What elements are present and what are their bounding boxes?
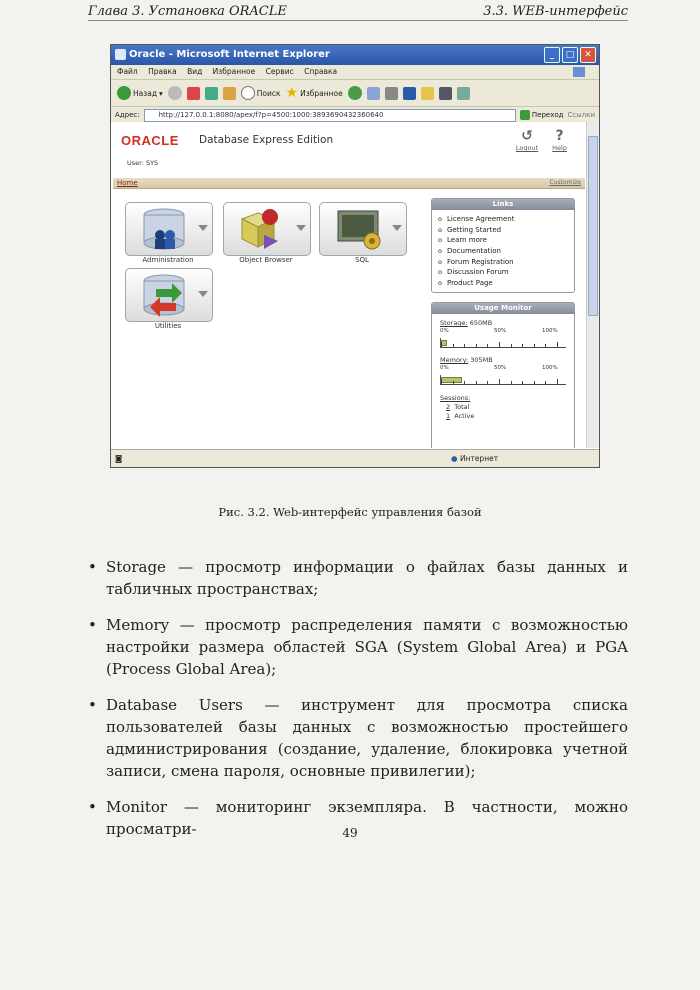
menu-favorites[interactable]: Избранное: [212, 67, 256, 76]
help-button[interactable]: [552, 128, 567, 152]
window-title: Oracle - Microsoft Internet Explorer: [129, 49, 330, 60]
sessions-active-count[interactable]: 1: [446, 412, 451, 420]
administration-tile[interactable]: [125, 202, 213, 256]
chevron-down-icon[interactable]: [198, 291, 208, 297]
link-license-agreement[interactable]: o License Agreement: [438, 214, 574, 225]
link-forum-registration[interactable]: o Forum Registration: [438, 257, 574, 268]
sessions-active-row: [446, 412, 566, 420]
tile-label-administration: Administration: [142, 256, 194, 264]
usage-monitor-title: Usage Monitor: [432, 303, 574, 314]
home-breadcrumb-bar: [113, 178, 585, 189]
media-icon[interactable]: [439, 87, 452, 100]
sessions-total-count[interactable]: 2: [446, 403, 451, 411]
list-item: • Memory — просмотр распределения памяти с возможностью настройки размера областей SGA (System Global Area) и PGA (Process Global Area);: [88, 614, 628, 680]
word-icon[interactable]: [403, 87, 416, 100]
go-label: Переход: [531, 111, 564, 119]
menu-view[interactable]: Вид: [187, 67, 203, 76]
apex-page: [111, 122, 587, 448]
home-link[interactable]: Home: [117, 179, 138, 187]
page-done-icon: ◙: [115, 454, 123, 463]
tile-label-utilities: Utilities: [154, 322, 182, 330]
menu-file[interactable]: Файл: [117, 67, 138, 76]
chevron-down-icon[interactable]: [296, 225, 306, 231]
page-number: 49: [342, 826, 358, 840]
bar-tick: [499, 342, 500, 348]
status-bar: [111, 449, 599, 467]
url-input[interactable]: [144, 109, 516, 122]
memory-usage-bar: [440, 375, 566, 385]
logout-button[interactable]: [516, 128, 538, 152]
menu-edit[interactable]: Правка: [148, 67, 177, 76]
power-icon: ↺: [521, 128, 533, 144]
internet-zone: [451, 450, 498, 467]
scale-0: 0%: [440, 328, 449, 334]
bar-tick: [499, 379, 500, 385]
link-learn-more[interactable]: o Learn more: [438, 235, 574, 246]
address-label: Адрес:: [115, 111, 140, 119]
storage-value: 650MB: [469, 319, 493, 327]
menu-bar: [111, 65, 599, 80]
memory-row: [440, 356, 566, 364]
bar-tick: [476, 344, 477, 348]
customize-link[interactable]: Customize: [549, 179, 581, 186]
links-panel-title: Links: [432, 199, 574, 210]
bar-tick: [534, 344, 535, 348]
search-label: Поиск: [256, 88, 281, 98]
search-button[interactable]: [241, 86, 281, 100]
storage-row: [440, 319, 566, 327]
vertical-scrollbar[interactable]: [586, 122, 599, 448]
globe-icon: ●: [451, 454, 458, 463]
sessions-link[interactable]: Sessions:: [440, 394, 471, 402]
links-toolbar[interactable]: Ссылки: [567, 111, 595, 119]
bar-tick: [453, 381, 454, 385]
sessions-row: [440, 394, 566, 402]
url-text: http://127.0.0.1:8080/apex/f?p=4500:1000:3893690432360640: [158, 110, 384, 119]
favorites-button[interactable]: [286, 85, 343, 101]
memory-usage-fill: [441, 377, 462, 383]
go-button[interactable]: [520, 107, 564, 123]
chapter-title: Глава 3. Установка ORACLE: [88, 4, 287, 19]
toolbar: [111, 80, 599, 107]
stop-icon[interactable]: [187, 87, 200, 100]
object-browser-tile[interactable]: [223, 202, 311, 256]
sql-tile[interactable]: [319, 202, 407, 256]
search-icon: [241, 86, 255, 100]
bar-tick: [545, 344, 546, 348]
bar-tick: [464, 344, 465, 348]
sessions-total-row: [446, 403, 566, 411]
list-item: • Database Users — инструмент для просмотра списка пользователей базы данных с возможностью простейшего администрирования (создание, удаление, блокировка учетной записи, смена пароля, основные привилегии);: [88, 694, 628, 782]
bar-tick: [534, 381, 535, 385]
bar-tick: [441, 342, 442, 348]
link-discussion-forum[interactable]: o Discussion Forum: [438, 267, 574, 278]
sessions-active-label: Active: [454, 412, 475, 420]
refresh-icon[interactable]: [205, 87, 218, 100]
scale-50: 50%: [494, 328, 507, 334]
product-name: Database Express Edition: [199, 134, 334, 146]
memory-scale: [440, 365, 566, 373]
favorites-label: Избранное: [300, 88, 343, 98]
bar-tick: [476, 381, 477, 385]
bar-tick: [511, 381, 512, 385]
links-panel: [431, 198, 575, 293]
ie-icon: [115, 49, 126, 60]
bar-tick: [487, 344, 488, 348]
close-icon[interactable]: ✕: [580, 47, 596, 63]
bar-tick: [557, 342, 558, 348]
memory-value: 305MB: [470, 356, 493, 364]
sql-icon: [330, 205, 390, 253]
usage-monitor-panel: [431, 302, 575, 448]
logout-label: Logout: [515, 144, 539, 152]
question-icon: ?: [555, 128, 564, 144]
menu-tools[interactable]: Сервис: [265, 67, 294, 76]
zone-label: Интернет: [459, 454, 499, 463]
storage-usage-bar: [440, 338, 566, 348]
bar-tick: [511, 344, 512, 348]
bar-tick: [522, 381, 523, 385]
star-icon: ★: [285, 85, 299, 101]
go-arrow-icon: [520, 110, 530, 120]
scale-50: 50%: [494, 365, 507, 371]
utilities-icon: [136, 271, 196, 319]
menu-help[interactable]: Справка: [304, 67, 338, 76]
bar-tick: [557, 379, 558, 385]
scale-0: 0%: [440, 365, 449, 371]
object-browser-icon: [234, 205, 294, 253]
link-getting-started[interactable]: o Getting Started: [438, 225, 574, 236]
bar-tick: [487, 381, 488, 385]
tile-label-object-browser: Object Browser: [239, 256, 293, 264]
link-product-page[interactable]: o Product Page: [438, 278, 574, 289]
scrollbar-thumb[interactable]: [588, 136, 598, 316]
messenger-icon[interactable]: [457, 87, 470, 100]
link-documentation[interactable]: o Documentation: [438, 246, 574, 257]
maximize-icon[interactable]: □: [562, 47, 578, 63]
user-label: User: SYS: [127, 159, 159, 167]
bullet-list: [88, 556, 628, 854]
memory-link[interactable]: Memory:: [440, 356, 469, 364]
bar-tick: [453, 344, 454, 348]
bar-tick: [545, 381, 546, 385]
window-titlebar: [111, 45, 599, 65]
print-icon[interactable]: [385, 87, 398, 100]
minimize-icon[interactable]: _: [544, 47, 560, 63]
bar-tick: [441, 379, 442, 385]
folder-icon[interactable]: [421, 87, 434, 100]
history-icon[interactable]: [348, 86, 362, 100]
back-button[interactable]: Назад ▾: [117, 86, 163, 100]
browser-window: [110, 44, 600, 468]
help-label: Help: [552, 144, 567, 152]
chevron-down-icon[interactable]: [392, 225, 402, 231]
tile-label-sql: SQL: [355, 256, 369, 264]
utilities-tile[interactable]: [125, 268, 213, 322]
mail-icon[interactable]: [367, 87, 380, 100]
back-label: Назад: [133, 88, 158, 98]
list-item: • Monitor — мониторинг экземпляра. В частности, можно просматри-: [88, 796, 628, 840]
scale-100: 100%: [542, 328, 558, 334]
database-admin-icon: [136, 205, 196, 253]
home-icon[interactable]: [223, 87, 236, 100]
chevron-down-icon[interactable]: [198, 225, 208, 231]
bar-tick: [522, 344, 523, 348]
scale-100: 100%: [542, 365, 558, 371]
list-item: • Storage — просмотр информации о файлах базы данных и табличных пространствах;: [88, 556, 628, 600]
bar-tick: [464, 381, 465, 385]
section-title: 3.3. WEB-интерфейс: [483, 4, 628, 19]
storage-scale: [440, 328, 566, 336]
oracle-logo: ORACLE: [121, 133, 179, 148]
storage-link[interactable]: Storage:: [440, 319, 468, 327]
running-header: [88, 2, 628, 21]
back-arrow-icon: [117, 86, 131, 100]
sessions-total-label: Total: [454, 403, 470, 411]
windows-logo-icon: [573, 67, 585, 77]
forward-icon[interactable]: [168, 86, 182, 100]
figure-caption: Рис. 3.2. Web-интерфейс управления базой: [218, 505, 482, 519]
